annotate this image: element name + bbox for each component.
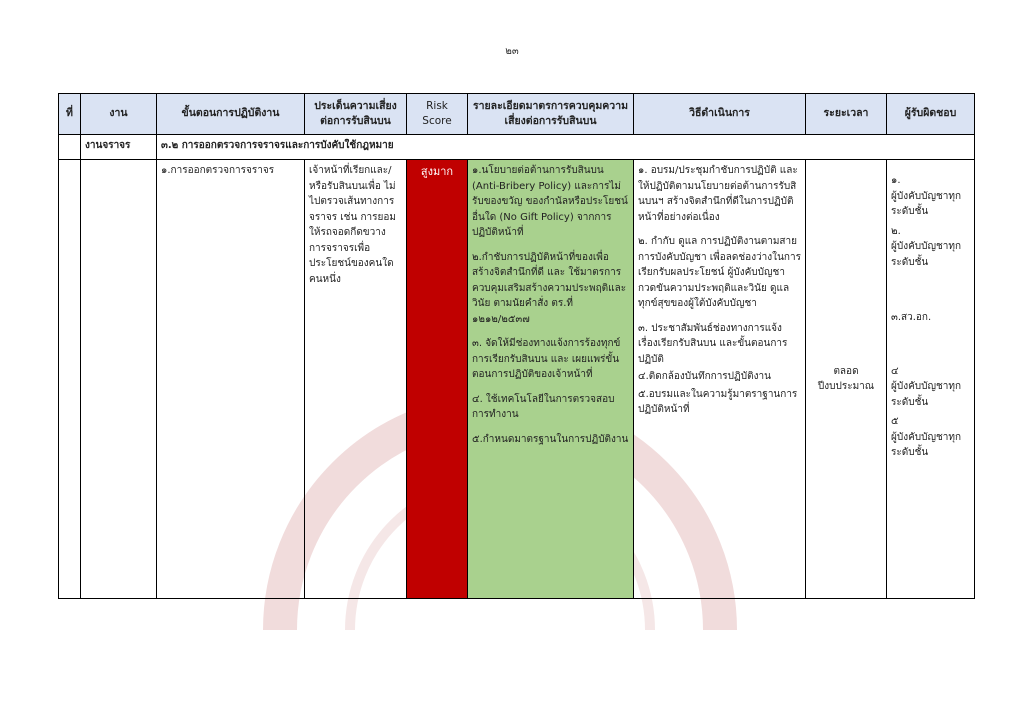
measure-item: ๒.กำชับการปฏิบัติหน้าที่ของเพื่อสร้างจิตสำนึกที่ดี และ ใช้มาตรการควบคุมเสริมสร้างความประพฤติและวินัย ตามนัยคำสั่ง ตร.ที่ ๑๒๑๒/๒๕๓๗ [472,251,627,325]
responsible-item: ๓.สว.อก. [891,312,932,323]
row-work [81,160,157,599]
method-item: ๒. กำกับ ดูแล การปฏิบัติงานตามสายการบังคับบัญชา เพื่อลดช่องว่างในการเรียกรับผลประโยชน์ ผู้บังคับบัญชากวดขันความประพฤติและวินัย ดูแลทุกข์สุขของผู้ใต้บังคับบัญชา [638,236,801,309]
method-item: ๔.ติดกล้องบันทึกการปฏิบัติงาน [638,371,771,382]
header-no: ที่ [59,94,81,135]
header-period: ระยะเวลา [806,94,887,135]
method-item: ๑. อบรม/ประชุมกำชับการปฏิบัติ และให้ปฏิบัติตามนโยบายต่อต้านการรับสินบนฯ สร้างจิตสำนึกที่ดีในการปฏิบัติหน้าที่อย่างต่อเนื่อง [638,165,798,223]
risk-control-table [58,93,975,599]
control-measures-cell [468,160,634,599]
method-item: ๓. ประชาสัมพันธ์ช่องทางการแจ้งเรื่องเรียกรับสินบน และขั้นตอนการปฏิบัติ [638,322,788,365]
responsible-item: ผู้บังคับบัญชาทุกระดับชั้น [891,431,962,458]
header-row [59,94,975,135]
header-risk-issue: ประเด็นความเสี่ยงต่อการรับสินบน [305,94,407,135]
responsible-item: ๕ [891,416,899,427]
risk-score-badge: สูงมาก [407,160,468,599]
header-work: งาน [81,94,157,135]
header-method: วิธีดำเนินการ [634,94,806,135]
section-work: งานจราจร [81,135,157,160]
section-no [59,135,81,160]
row-risk-issue: เจ้าหน้าที่เรียกและ/หรือรับสินบนเพื่อ ไม่ไปตรวจเส้นทางการจราจร เช่น การยอมให้รถจอดกีดขวางการจราจรเพื่อประโยชน์ของคนใดคนหนึ่ง [305,160,407,599]
responsible-item: ผู้บังคับบัญชาทุกระดับชั้น [891,241,962,268]
header-control-measures: รายละเอียดมาตรการควบคุมความเสี่ยงต่อการรับสินบน [468,94,634,135]
measure-item: ๑.นโยบายต่อต้านการรับสินบน (Anti-Bribery Policy) และการไม่รับของขวัญ ของกำนัลหรือประโยชน์อื่นใด (No Gift Policy) จากการปฏิบัติหน้าที่ [472,165,628,238]
row-procedure: ๑.การออกตรวจการจราจร [157,160,305,599]
header-responsible: ผู้รับผิดชอบ [887,94,975,135]
responsible-cell [887,160,975,599]
header-procedure: ขั้นตอนการปฏิบัติงาน [157,94,305,135]
row-no [59,160,81,599]
responsible-item: ๑. [891,175,901,186]
method-item: ๕.อบรมและในความรู้มาตราฐานการปฏิบัติหน้าที่ [638,388,798,415]
responsible-item: ๔ [891,365,899,377]
page-number: ๒๓ [505,46,519,57]
measure-item: ๔. ใช้เทคโนโลยีในการตรวจสอบการทำงาน [472,393,615,420]
method-cell [634,160,806,599]
measure-item: ๕.กำหนดมาตรฐานในการปฏิบัติงาน [472,433,629,445]
measure-item: ๓. จัดให้มีช่องทางแจ้งการร้องทุกข์การเรียกรับสินบน และ เผยแพร่ขั้นตอนการปฏิบัติของเจ้าหน้าที่ [472,338,621,380]
responsible-item: ผู้บังคับบัญชาทุกระดับชั้น [891,381,962,408]
responsible-item: ๒. [891,225,901,237]
header-risk-score: Risk Score [407,94,468,135]
section-row [59,135,975,160]
period-cell: ตลอดปีงบประมาณ [806,160,887,599]
table-row [59,160,975,599]
section-title: ๓.๒ การออกตรวจการจราจรและการบังคับใช้กฎหมาย [157,135,975,160]
responsible-item: ผู้บังคับบัญชาทุกระดับชั้น [891,190,962,217]
